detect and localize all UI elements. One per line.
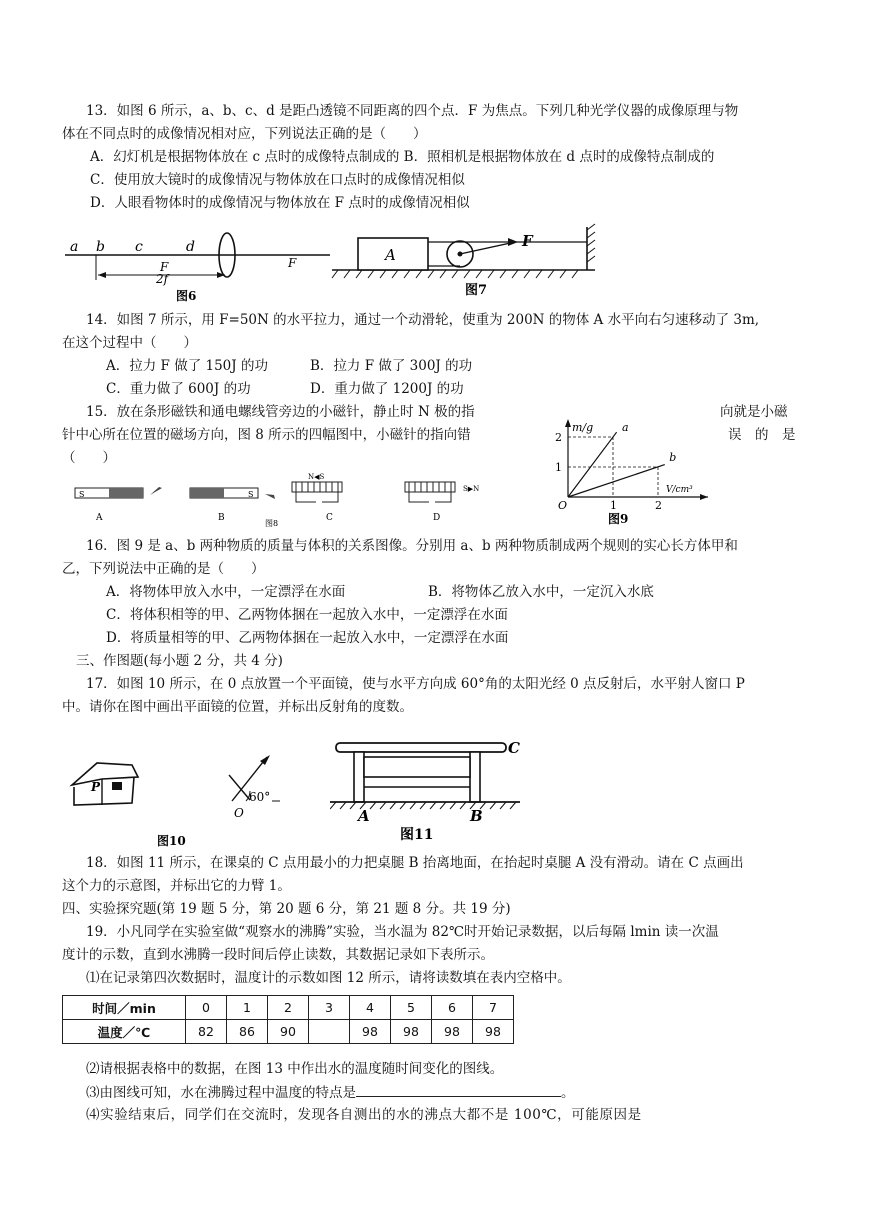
y-tick-2: 2 — [555, 431, 562, 444]
q18-line1: 18．如图 11 所示，在课桌的 C 点用最小的力把桌腿 B 抬离地面，在抬起时桌腿 A 没有滑动。请在 C 点画出 — [86, 855, 744, 871]
series-a-line — [568, 432, 617, 497]
time-cell: 1 — [227, 996, 268, 1020]
time-cell: 4 — [350, 996, 391, 1020]
series-a-label: a — [622, 421, 629, 434]
temp-cell: 98 — [391, 1020, 432, 1044]
leg-b-label: B — [470, 807, 483, 825]
force-f-label: F — [522, 232, 533, 250]
option-a-label: A — [96, 513, 103, 523]
q15-line1a: 15．放在条形磁铁和通电螺线管旁边的小磁针，静止时 N 极的指 — [86, 404, 475, 420]
time-cell: 0 — [186, 996, 227, 1020]
figure-8-magnet-diagrams — [60, 468, 530, 530]
q19-part3 — [86, 1082, 575, 1103]
focus-left-label: F — [160, 260, 169, 274]
q14-option-a: A．拉力 F 做了 150J 的功 — [106, 358, 268, 374]
temp-cell: 98 — [350, 1020, 391, 1044]
answer-blank[interactable] — [356, 1082, 561, 1097]
q19-line1: 19．小凡同学在实验室做“观察水的沸腾”实验，当水温为 82℃时开始记录数据，以后每隔 lmin 读一次温 — [86, 924, 719, 940]
window-p-label: P — [91, 780, 101, 794]
temp-cell-blank[interactable] — [309, 1020, 350, 1044]
point-d-label: d — [186, 239, 195, 255]
option-b-label: B — [218, 513, 225, 523]
section-4-heading: 四、实验探究题(第 19 题 5 分，第 20 题 6 分，第 21 题 8 分。共 19 分) — [62, 901, 511, 917]
q13-option-c: C．使用放大镜时的成像情况与物体放在口点时的成像情况相似 — [90, 172, 465, 188]
x-axis-label: V/cm³ — [666, 485, 693, 495]
q16-option-a: A．将物体甲放入水中，一定漂浮在水面 — [106, 584, 346, 600]
q19-part3-end: 。 — [561, 1085, 575, 1101]
time-cell: 6 — [432, 996, 473, 1020]
figure-6-lens-diagram — [60, 225, 335, 305]
point-a-label: a — [70, 239, 79, 255]
data-table — [62, 995, 514, 1044]
q15-line3: （ ） — [62, 450, 116, 466]
q14-option-c: C．重力做了 600J 的功 — [106, 381, 251, 397]
q17-line2: 中。请你在图中画出平面镜的位置，并标出反射角的度数。 — [62, 699, 413, 715]
time-cell: 2 — [268, 996, 309, 1020]
q13-line1: 13．如图 6 所示，a、b、c、d 是距凸透镜不同距离的四个点．F 为焦点。下列几种光学仪器的成像原理与物 — [86, 103, 739, 119]
q19-part4: ⑷实验结束后，同学们在交流时，发现各自测出的水的沸点大都不是 100℃，可能原因是 — [86, 1107, 642, 1123]
block-a-label: A — [385, 246, 396, 264]
q15-line1b: 向就是小磁 — [720, 404, 788, 420]
figure-7-caption: 图7 — [465, 283, 488, 298]
point-b-label: b — [96, 239, 105, 255]
series-b-line — [568, 465, 665, 497]
option-c-label: C — [326, 513, 333, 523]
q19-part1: ⑴在记录第四次数据时，温度计的示数如图 12 所示，请将读数填在表内空格中。 — [86, 970, 571, 986]
q16-line1: 16．图 9 是 a、b 两种物质的质量与体积的关系图像。分别用 a、b 两种物质制成两个规则的实心长方体甲和 — [86, 538, 738, 554]
q15-line2a: 针中心所在位置的磁场方向，图 8 所示的四幅图中，小磁针的指向错 — [62, 427, 471, 443]
temp-cell: 98 — [473, 1020, 514, 1044]
figure-10-caption: 图10 — [157, 834, 186, 848]
point-o-label: O — [234, 806, 244, 820]
q13-option-ab: A．幻灯机是根据物体放在 c 点时的成像特点制成的 B．照相机是根据物体放在 d 点时的成像特点制成的 — [90, 149, 715, 165]
q18-line2: 这个力的示意图，并标出它的力臂 1。 — [62, 878, 291, 894]
focus-right-label: F — [288, 256, 297, 270]
x-tick-1: 1 — [610, 499, 617, 512]
figure-11-caption: 图11 — [400, 827, 434, 843]
q19-line2: 度计的示数，直到水沸腾一段时间后停止读数，其数据记录如下表所示。 — [62, 947, 494, 963]
section-3-heading: 三、作图题(每小题 2 分，共 4 分) — [76, 653, 283, 669]
figure-9-mass-volume-chart — [548, 415, 713, 527]
figure-7-pulley-diagram — [330, 222, 605, 304]
x-tick-2: 2 — [655, 499, 662, 512]
q17-line1: 17．如图 10 所示，在 0 点放置一个平面镜，使与水平方向成 60°角的太阳光经 0 点反射后，水平射人窗口 P — [86, 676, 745, 692]
q16-option-c: C．将体积相等的甲、乙两物体捆在一起放入水中，一定漂浮在水面 — [106, 607, 508, 623]
y-tick-1: 1 — [555, 461, 562, 474]
temp-cell: 90 — [268, 1020, 309, 1044]
table-header-temperature: 温度／℃ — [63, 1020, 186, 1044]
angle-60-label: 60° — [249, 790, 271, 804]
q19-part2: ⑵请根据表格中的数据，在图 13 中作出水的温度随时间变化的图线。 — [86, 1061, 504, 1077]
q14-option-d: D．重力做了 1200J 的功 — [310, 381, 464, 397]
table-header-time: 时间／min — [63, 996, 186, 1020]
compass-c-ns-label: N◀S — [308, 473, 325, 481]
figure-6-caption: 图6 — [176, 289, 197, 303]
q16-line2: 乙，下列说法中正确的是（ ） — [62, 561, 265, 577]
q16-option-d: D．将质量相等的甲、乙两物体捆在一起放入水中，一定漂浮在水面 — [106, 630, 509, 646]
two-f-label: 2f — [156, 272, 169, 286]
point-c-label: c — [135, 239, 143, 255]
figure-11-desk-diagram — [330, 735, 540, 845]
leg-a-label: A — [358, 807, 370, 825]
magnet-a-s-label: S — [79, 490, 85, 499]
time-cell: 7 — [473, 996, 514, 1020]
figure-8-caption: 图8 — [265, 519, 279, 528]
origin-label: O — [558, 499, 568, 512]
compass-d-sn-label: S▶N — [463, 485, 480, 493]
q13-option-d: D．人眼看物体时的成像情况与物体放在 F 点时的成像情况相似 — [90, 195, 470, 211]
q14-line2: 在这个过程中（ ） — [62, 335, 197, 351]
q19-part3-text: ⑶由图线可知，水在沸腾过程中温度的特点是 — [86, 1085, 356, 1101]
q14-line1: 14．如图 7 所示，用 F=50N 的水平拉力，通过一个动滑轮，使重为 200N 的物体 A 水平向右匀速移动了 3m, — [86, 312, 760, 328]
temp-cell: 98 — [432, 1020, 473, 1044]
q15-line2b: 误 的 是 — [728, 427, 796, 443]
table-row-time — [63, 996, 514, 1020]
time-cell: 3 — [309, 996, 350, 1020]
series-b-label: b — [669, 451, 677, 464]
temp-cell: 82 — [186, 1020, 227, 1044]
temp-cell: 86 — [227, 1020, 268, 1044]
q14-option-b: B．拉力 F 做了 300J 的功 — [310, 358, 473, 374]
table-row-temperature — [63, 1020, 514, 1044]
figure-9-caption: 图9 — [608, 512, 629, 526]
figure-10-mirror-diagram — [62, 725, 332, 850]
point-c-label: C — [508, 739, 520, 757]
y-axis-label: m/g — [572, 421, 594, 434]
magnet-b-s-label: S — [248, 490, 254, 499]
q16-option-b: B．将物体乙放入水中，一定沉入水底 — [428, 584, 654, 600]
time-cell: 5 — [391, 996, 432, 1020]
option-d-label: D — [433, 513, 441, 523]
q13-line2: 体在不同点时的成像情况相对应，下列说法正确的是（ ） — [62, 126, 427, 142]
